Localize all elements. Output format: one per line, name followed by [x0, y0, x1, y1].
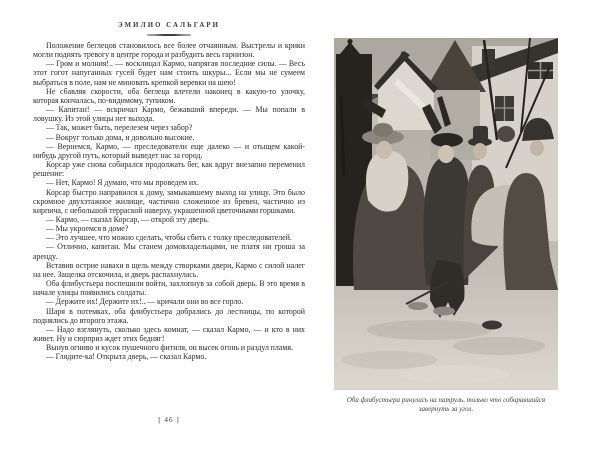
header-ornament-rule — [147, 34, 191, 36]
illustration-caption: Оба флибустьера ринулись на патруль, только что собиравшийся завернуть за угол. — [346, 396, 546, 413]
running-head: ЭМИЛИО САЛЬГАРИ — [117, 22, 221, 29]
paragraph: — Вокруг только дома, и довольно высокие. — [46, 132, 195, 142]
page-number: [ 46 ] — [158, 416, 180, 424]
paragraph: — Гром и молния!.. — восклицал Кармо, напрягая последние силы. — Весь этот гогот напуганных гусей будет нам стоить шкуры... Если мы не сумеем выбраться в поле, нам не миновать крепкой веревки на шею! — [33, 59, 305, 87]
paragraph: — Капитан! — вскричал Кармо, бежавший впереди. — Мы попали в ловушку. Из этой улицы нет выхода. — [33, 105, 305, 124]
illustration-art — [334, 38, 558, 390]
paragraph: — Вернемся, Кармо, — преследователи еще далеко — и отыщем какой-нибудь другой путь, который выведет нас за город. — [33, 141, 305, 160]
paragraph: — Глядите-ка! Открыта дверь, — сказал Кармо. — [46, 352, 207, 362]
body-text — [33, 41, 305, 361]
paragraph: Не сбавляя скорости, оба беглеца влетели наконец в какую-то улочку, которая кончалась, по-видимому, тупиком. — [33, 86, 305, 105]
paragraph: Оба флибустьера поспешили войти, захлопнув за собой дверь. В это время в начале улицы появились солдаты. — [33, 279, 305, 298]
paragraph: — Нет, Кармо! Я думаю, что мы проведем их. — [46, 178, 199, 188]
paragraph: — Держите их! Держите их!.. — кричали они во все горло. — [46, 297, 244, 307]
paragraph: — Кармо, — сказал Корсар, — открой эту дверь. — [46, 214, 210, 224]
paragraph: — Надо взглянуть, сколько здесь комнат, — сказал Кармо, — и кто в них живет. Ну и сюрприз ждет этих бедняг! — [33, 324, 305, 343]
illustration — [334, 38, 558, 390]
paragraph: Корсар быстро направился к дому, замыкавшему выход на улицу. Это было скромное двухэтажное жилище, частично сложенное из бревен, частично из кирпича, с небольшой терраской наверху, украшенной цветочными горшками. — [33, 187, 305, 215]
paragraph: Положение беглецов становилось все более отчаянным. Выстрелы и крики могли поднять тревогу в центре города и разбудить весь гарнизон. — [33, 41, 305, 60]
paragraph: Корсар уже снова собирался продолжать бег, как вдруг внезапно переменил решение: — [33, 160, 305, 179]
paragraph: Вставив острие навахи в щель между створками двери, Кармо с силой налег на нее. Защелка отскочила, и дверь распахнулась. — [33, 260, 305, 279]
paragraph: — Отлично, капитан. Мы станем домовладельцами, не платя ни гроша за аренду. — [33, 242, 305, 261]
paragraph: — Так, может быть, перелезем через забор? — [46, 123, 193, 133]
paragraph: — Это лучшее, что можно сделать, чтобы сбить с толку преследователей. — [46, 233, 292, 243]
paragraph: Шаря в потемках, оба флибустьера добрались до лестницы, по которой поднялись до второго этажа. — [33, 306, 305, 325]
paragraph: — Мы укроемся в доме? — [46, 224, 129, 234]
paragraph: Вынув огниво и кусок пушечного фитиля, он высек огонь и раздул пламя. — [46, 343, 293, 353]
